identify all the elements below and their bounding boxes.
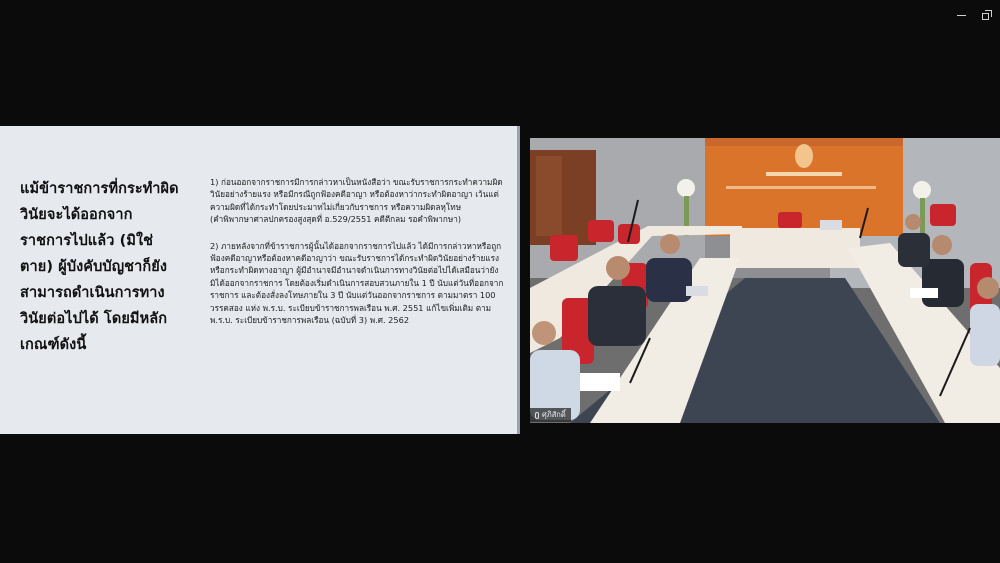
laptop [686, 286, 708, 296]
shared-slide [0, 126, 520, 434]
table-front [730, 228, 860, 268]
flower-vase-left [677, 179, 695, 197]
microphone-icon [535, 412, 539, 419]
laptop [820, 220, 842, 230]
minimize-button[interactable] [950, 6, 972, 24]
minimize-icon [957, 15, 966, 16]
meeting-room-scene [530, 138, 1000, 423]
document [580, 373, 620, 391]
slide-point-1-text: 1) ก่อนออกจากราชการมีการกล่าวหาเป็นหนังสือว่า ขณะรับราชการกระทำความผิดวินัยอย่างร้ายแรง หรือมีกรณีถูกฟ้องคดีอาญา หรือต้องหาว่ากระทำผิดอาญา เว้นแต่ความผิดที่ได้กระทำโดยประมาทไม่เกี่ยวกับราชการ หรือความผิดลหุโทษ [210, 177, 503, 212]
emblem-icon [795, 144, 813, 168]
document [910, 288, 938, 298]
restore-button[interactable] [976, 6, 998, 24]
chair [588, 220, 614, 242]
chair [930, 204, 956, 226]
slide-point-1 [210, 176, 510, 226]
participant-name: ศุภิสักดิ์ [542, 410, 566, 419]
chair [778, 212, 802, 228]
participant-video[interactable] [530, 138, 1000, 423]
flower-vase-right [913, 181, 931, 199]
slide-body [210, 176, 510, 326]
chair [550, 235, 578, 261]
slide-title: แม้ข้าราชการที่กระทำผิดวินัยจะได้ออกจากราชการไปแล้ว (มิใช่ตาย) ผู้บังคับบัญชาก็ยังสามารถดำเนินการทางวินัยต่อไปได้ โดยมีหลักเกณฑ์ดังนี้ [20, 181, 179, 353]
restore-icon [982, 10, 992, 20]
slide-point-1-ref: (คำพิพากษาศาลปกครองสูงสุดที่ อ.529/2551 คดีตีกลม รอคำพิพากษา) [210, 214, 462, 225]
slide-point-2: 2) ภายหลังจากที่ข้าราชการผู้นั้นได้ออกจากราชการไปแล้ว ได้มีการกล่าวหาหรือถูกฟ้องคดีอาญาหรือต้องหาคดีอาญาว่า ขณะรับราชการได้กระทำผิดวินัยอย่างร้ายแรงหรือกระทำผิดทางอาญา ผู้มีอำนาจมีอำนาจดำเนินการทางวินัยต่อไปได้เสมือนว่ายังมิได้ออกจากราชการ โดยต้องเริ่มดำเนินการสอบสวนภายใน 1 ปี นับแต่วันที่ออกจากราชการ และต้องสั่งลงโทษภายใน 3 ปี นับแต่วันออกจากราชการ ตามมาตรา 100 วรรคสอง แห่ง พ.ร.บ. ระเบียบข้าราชการพลเรือน พ.ศ. 2551 แก้ไขเพิ่มเติม ตาม พ.ร.บ. ระเบียบข้าราชการพลเรือน (ฉบับที่ 3) พ.ศ. 2562 [210, 240, 504, 326]
participant-name-tag [530, 408, 571, 422]
